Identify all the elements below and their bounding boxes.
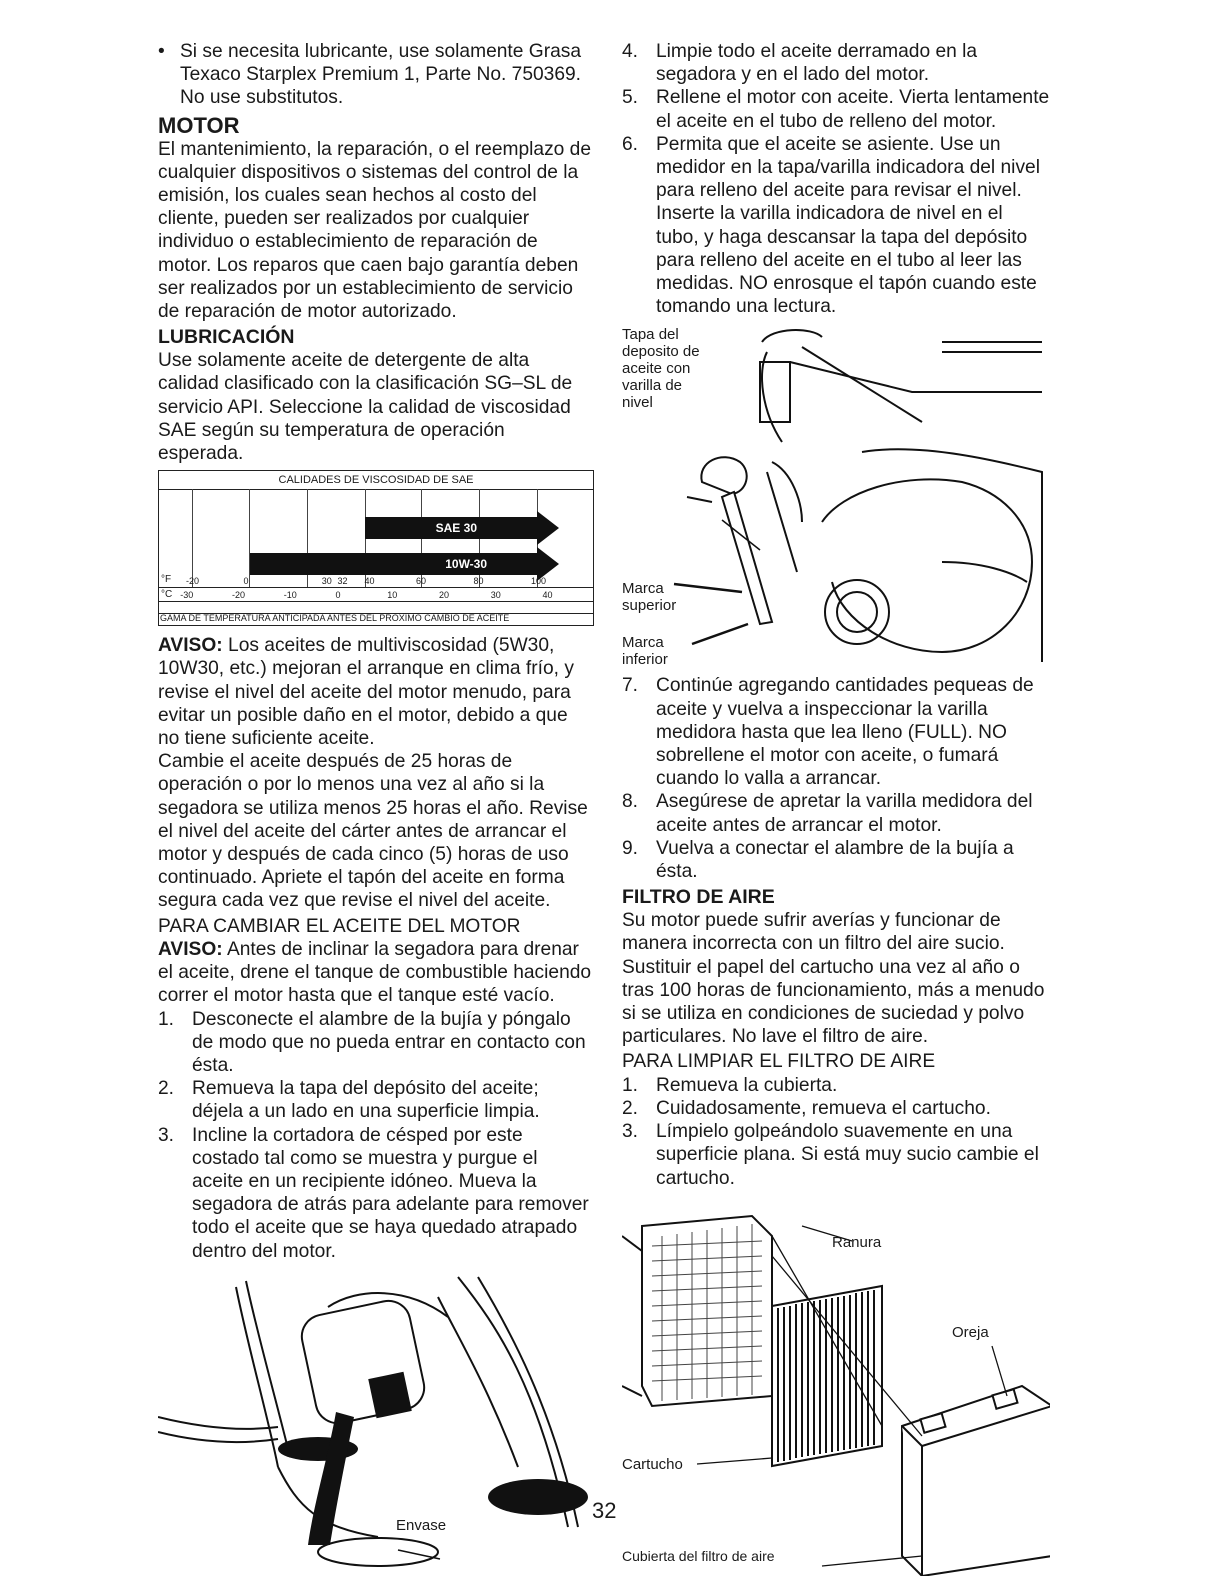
- aviso-drain-text: Antes de inclinar la segadora para drenar el aceite, drene el tanque de combustible haciendo correr el motor hasta que el tanque esté vacío.: [158, 938, 592, 1007]
- f-tick-label: 30: [321, 576, 332, 587]
- f-tick-label: 100: [531, 576, 547, 587]
- page-number: 32: [592, 1498, 617, 1523]
- f-tick-label: 32: [337, 576, 348, 587]
- filter-steps: [622, 1074, 1050, 1190]
- list-item: 3. Límpielo golpeándolo suavemente en una superficie plana. Si está muy sucio cambie el cartucho.: [622, 1121, 1039, 1189]
- dipstick-illustration: [622, 322, 1050, 674]
- f-unit: °F: [161, 574, 172, 586]
- f-tick-label: 60: [416, 576, 427, 587]
- motor-heading: MOTOR: [158, 112, 240, 138]
- list-item: 2. Cuidadosamente, remueva el cartucho.: [622, 1097, 991, 1119]
- oil-change-paragraph: Cambie el aceite después de 25 horas de operación o por lo menos una vez al año si la segadora se utiliza menos 25 horas el año. Revise el nivel del aceite del cárter antes de arrancar el motor y después de cada cinco (5) horas de uso continuado. Apriete el tapón del aceite en forma segura cada vez que revise el nivel del aceite.: [158, 751, 588, 912]
- marca-superior-label: Marca superior: [622, 580, 677, 615]
- aviso-label: AVISO:: [158, 635, 223, 657]
- list-item: 4. Limpie todo el aceite derramado en la segadora y en el lado del motor.: [622, 41, 978, 86]
- list-item: 2. Remueva la tapa del depósito del aceite; déjela a un lado en una superficie limpia.: [158, 1078, 540, 1123]
- viscosity-band: SAE 30: [365, 517, 538, 539]
- marca-inferior-label: Marca inferior: [622, 634, 668, 669]
- oil-level-steps: [622, 674, 1050, 883]
- cartucho-label: Cartucho: [622, 1455, 683, 1473]
- c-tick-label: 10: [387, 590, 398, 601]
- limpiar-filtro-heading: PARA LIMPIAR EL FILTRO DE AIRE: [622, 1051, 936, 1073]
- chart-footer: GAMA DE TEMPERATURA ANTICIPADA ANTES DEL PROXIMO CAMBIO DE ACEITE: [160, 613, 510, 624]
- list-item: 6. Permita que el aceite se asiente. Use un medidor en la tapa/varilla indicadora del nivel para relleno del aceite para revisar el nivel. Inserte la varilla indicadora de nivel en el tubo, y haga descansar la tapa del depósito para relleno del aceite en el tubo al leer las medidas. NO enrosque el tapón cuando este tomando una lectura.: [622, 133, 1040, 318]
- oil-change-steps: [158, 1008, 594, 1263]
- lubricacion-heading: LUBRICACIÓN: [158, 326, 295, 349]
- viscosity-band-arrow: [537, 511, 559, 545]
- list-item: 1. Remueva la cubierta.: [622, 1074, 838, 1096]
- viscosity-band: 10W-30: [250, 553, 538, 575]
- filtro-paragraph: Su motor puede sufrir averías y funcionar de manera incorrecta con un filtro del aire sucio. Sustituir el papel del cartucho una vez al año o tras 100 horas de funcionamiento, más a menudo si se utiliza en condiciones de suciedad y polvo particulares. No lave el filtro de aire.: [622, 910, 1045, 1048]
- filtro-heading: FILTRO DE AIRE: [622, 886, 775, 909]
- oil-drain-illustration: [158, 1267, 594, 1567]
- list-item: 3. Incline la cortadora de césped por este costado tal como se muestra y purgue el aceite en un recipiente idóneo. Mueva la segadora de atrás para adelante para remover todo el aceite que se haya quedado atrapado dentro del motor.: [158, 1124, 589, 1262]
- aviso-drain: [158, 938, 594, 1008]
- aviso-multiviscosity: [158, 634, 594, 750]
- bullet-mark: •: [158, 41, 165, 62]
- air-filter-illustration: [622, 1196, 1050, 1576]
- c-tick-label: 0: [335, 590, 341, 601]
- lubricant-note-text: Si se necesita lubricante, use solamente Grasa Texaco Starplex Premium 1, Parte No. 750369. No use substitutos.: [180, 41, 582, 109]
- c-tick-label: -20: [232, 590, 246, 601]
- cubierta-label: Cubierta del filtro de aire: [622, 1547, 775, 1564]
- left-column: [158, 40, 594, 1567]
- oreja-label: Oreja: [952, 1323, 989, 1341]
- tapa-label: Tapa del deposito de aceite con varilla de nivel: [622, 326, 700, 412]
- list-item: 9. Vuelva a conectar el alambre de la bujía a ésta.: [622, 837, 1014, 883]
- c-tick-label: 40: [542, 590, 553, 601]
- c-tick-label: 20: [439, 590, 450, 601]
- cambiar-aceite-heading: PARA CAMBIAR EL ACEITE DEL MOTOR: [158, 915, 521, 937]
- list-item: 1. Desconecte el alambre de la bujía y póngalo de modo que no pueda entrar en contacto con ésta.: [158, 1008, 586, 1076]
- f-tick-label: 80: [473, 576, 484, 587]
- drain-drawing: [158, 1267, 594, 1567]
- f-tick-label: -20: [186, 576, 200, 587]
- f-tick-label: 0: [243, 576, 249, 587]
- list-item: 7. Continúe agregando cantidades pequeas de aceite y vuelva a inspeccionar la varilla medidora hasta que lea lleno (FULL). NO sobrellene el motor con aceite, o fumará cuando lo valla a arrancar.: [622, 675, 1034, 790]
- c-tick-label: 30: [490, 590, 501, 601]
- list-item: 8. Asegúrese de apretar la varilla medidora del aceite antes de arrancar el motor.: [622, 791, 1033, 836]
- lubricacion-paragraph: Use solamente aceite de detergente de alta calidad clasificado con la clasificación SG–SL de servicio API. Seleccione la calidad de viscosidad SAE según su temperatura de operación esperada.: [158, 350, 573, 465]
- c-tick-label: -10: [283, 590, 297, 601]
- f-tick-label: 40: [364, 576, 375, 587]
- oil-fill-steps: [622, 40, 1050, 318]
- air-filter-drawing: [622, 1196, 1050, 1576]
- right-column: [622, 40, 1050, 1576]
- ranura-label: Ranura: [832, 1233, 882, 1251]
- aviso-label: AVISO:: [158, 938, 223, 960]
- c-unit: °C: [161, 589, 173, 601]
- motor-paragraph: El mantenimiento, la reparación, o el reemplazo de cualquier dispositivos o sistemas del control de la emisión, los cuales sean hechos al costo del cliente, pueden ser realizados por cualquier individuo o establecimiento de reparación de motor. Los reparos que caen bajo garantía deben ser realizados por un establecimiento de servicio de reparación de motor autorizado.: [158, 138, 592, 323]
- chart-title: CALIDADES DE VISCOSIDAD DE SAE: [278, 474, 474, 487]
- viscosity-chart: [158, 470, 594, 626]
- lubricant-note: [158, 40, 594, 110]
- envase-label: Envase: [396, 1516, 447, 1534]
- list-item: 5. Rellene el motor con aceite. Vierta lentamente el aceite en el tubo de relleno del motor.: [622, 87, 1050, 132]
- aviso-text: Los aceites de multiviscosidad (5W30, 10W30, etc.) mejoran el arranque en clima frío, y revise el nivel del aceite del motor menudo, para evitar un posible daño en el motor, debido a que no tiene suficiente aceite.: [158, 635, 574, 750]
- c-tick-label: -30: [180, 590, 194, 601]
